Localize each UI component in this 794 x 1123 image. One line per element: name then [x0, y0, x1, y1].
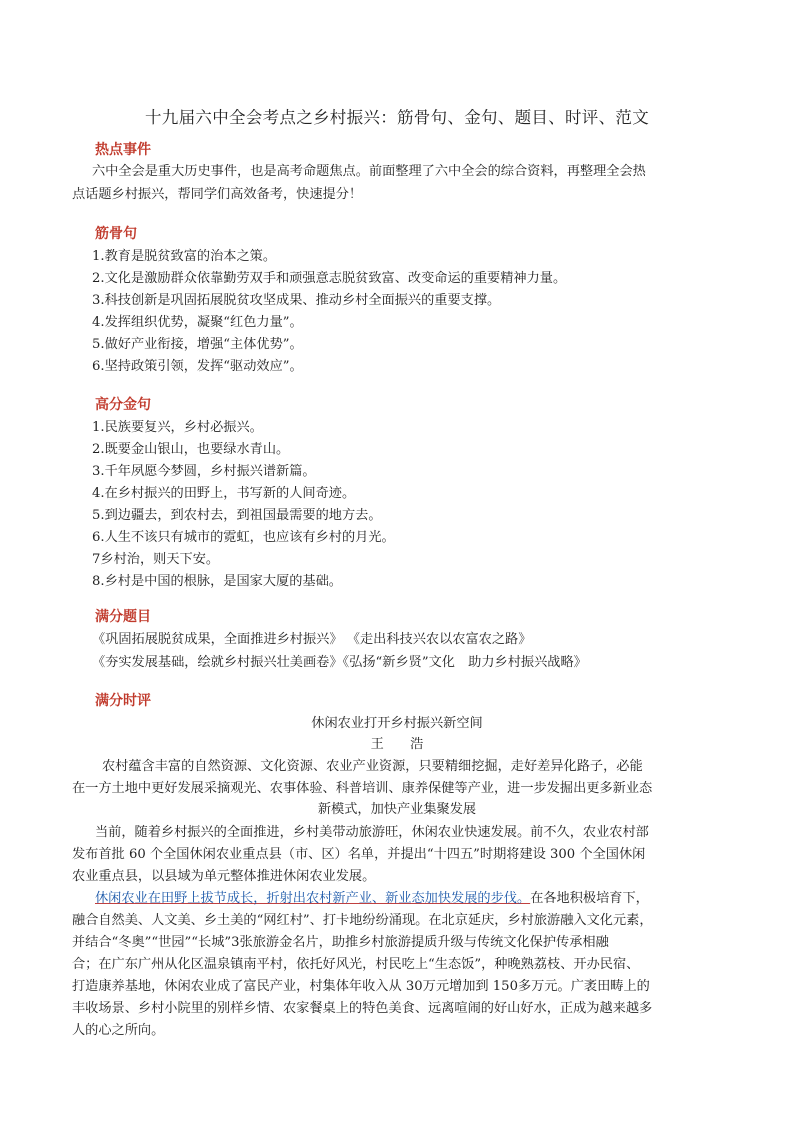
list-item: 5.到边疆去，到农村去，到祖国最需要的地方去。 — [92, 508, 382, 523]
list-item: 4.在乡村振兴的田野上，书写新的人间奇迹。 — [92, 486, 356, 501]
highlighted-sentence: 休闲农业在田野上拔节成长，折射出农村新产业、新业态加快发展的步伐。 — [95, 891, 531, 906]
list-item: 4.发挥组织优势，凝聚“红色力量”。 — [92, 315, 303, 330]
paragraph-line: 六中全会是重大历史事件，也是高考命题焦点。前面整理了六中全会的综合资料，再整理全会热 — [92, 164, 646, 179]
list-item: 2.既要金山银山，也要绿水青山。 — [92, 442, 290, 457]
title-example-line: 《巩固拓展脱贫成果，全面推进乡村振兴》 《走出科技兴农以农富农之路》 — [92, 632, 532, 647]
list-item: 3.千年夙愿今梦圆，乡村振兴谱新篇。 — [92, 464, 316, 479]
paragraph-line: 农业重点县，以县域为单元整体推进休闲农业发展。 — [72, 869, 376, 884]
paragraph-line: 合；在广东广州从化区温泉镇南平村，依托好风光，村民吃上“生态饭”，种晚熟荔枝、开办民宿、 — [72, 957, 640, 972]
paragraph-line: 丰收场景、乡村小院里的别样乡情、农家餐桌上的特色美食、远离喧闹的好山好水，正成为越来越多 — [72, 1001, 653, 1016]
list-item: 6.坚持政策引领，发挥“驱动效应”。 — [92, 359, 303, 374]
list-item: 2.文化是激励群众依靠勤劳双手和顽强意志脱贫致富、改变命运的重要精神力量。 — [92, 271, 567, 286]
page-title: 十九届六中全会考点之乡村振兴：筋骨句、金句、题目、时评、范文 — [145, 108, 649, 127]
paragraph-line: 人的心之所向。 — [72, 1023, 165, 1038]
article-author: 王 浩 — [370, 737, 424, 752]
paragraph-line: 农村蕴含丰富的自然资源、文化资源、农业产业资源，只要精细挖掘，走好差异化路子，必能 — [102, 759, 643, 774]
paragraph-line: 点话题乡村振兴，帮同学们高效备考，快速提分！ — [72, 187, 363, 202]
title-example-line: 《夯实发展基础，绘就乡村振兴壮美画卷》《弘扬“新乡贤”文化 助力乡村振兴战略》 — [92, 655, 587, 670]
section-heading-hot-event: 热点事件 — [95, 142, 151, 158]
section-heading-jingu: 筋骨句 — [95, 226, 137, 242]
list-item: 3.科技创新是巩固拓展脱贫攻坚成果、推动乡村全面振兴的重要支撑。 — [92, 293, 501, 308]
section-heading-shiping: 满分时评 — [95, 693, 151, 709]
paragraph-line: 并结合“冬奥”“世园”“长城”3张旅游金名片，助推乡村旅游提质升级与传统文化保护传承相融 — [72, 935, 609, 950]
list-item: 1.教育是脱贫致富的治本之策。 — [92, 249, 277, 264]
paragraph-line: 发布首批 60 个全国休闲农业重点县（市、区）名单，并提出“十四五”时期将建设 300 个全国休闲 — [72, 847, 646, 862]
article-title: 休闲农业打开乡村振兴新空间 — [311, 716, 483, 731]
list-item: 5.做好产业衔接，增强“主体优势”。 — [92, 337, 303, 352]
list-item: 7乡村治，则天下安。 — [92, 552, 220, 567]
section-heading-timu: 满分题目 — [95, 609, 151, 625]
sentence-text: 在各地积极培育下， — [530, 891, 649, 906]
list-item: 8.乡村是中国的根脉，是国家大厦的基础。 — [92, 574, 342, 589]
paragraph-line: 在一方土地中更好发展采摘观光、农事体验、科普培训、康养保健等产业，进一步发掘出更多新业态 — [72, 781, 653, 796]
paragraph-line: 融合自然美、人文美、乡土美的“网红村”、打卡地纷纷涌现。在北京延庆，乡村旅游融入文化元素， — [72, 913, 653, 928]
section-heading-jinju: 高分金句 — [95, 397, 151, 413]
list-item: 6.人生不该只有城市的霓虹，也应该有乡村的月光。 — [92, 530, 395, 545]
paragraph-line: 新模式，加快产业集聚发展 — [317, 802, 477, 817]
paragraph-line: 打造康养基地，休闲农业成了富民产业，村集体年收入从 30万元增加到 150多万元。广袤田畴上的 — [72, 979, 650, 994]
paragraph-line — [95, 887, 649, 906]
paragraph-line: 当前，随着乡村振兴的全面推进，乡村美带动旅游旺，休闲农业快速发展。前不久，农业农村部 — [95, 825, 649, 840]
list-item: 1.民族要复兴，乡村必振兴。 — [92, 420, 263, 435]
